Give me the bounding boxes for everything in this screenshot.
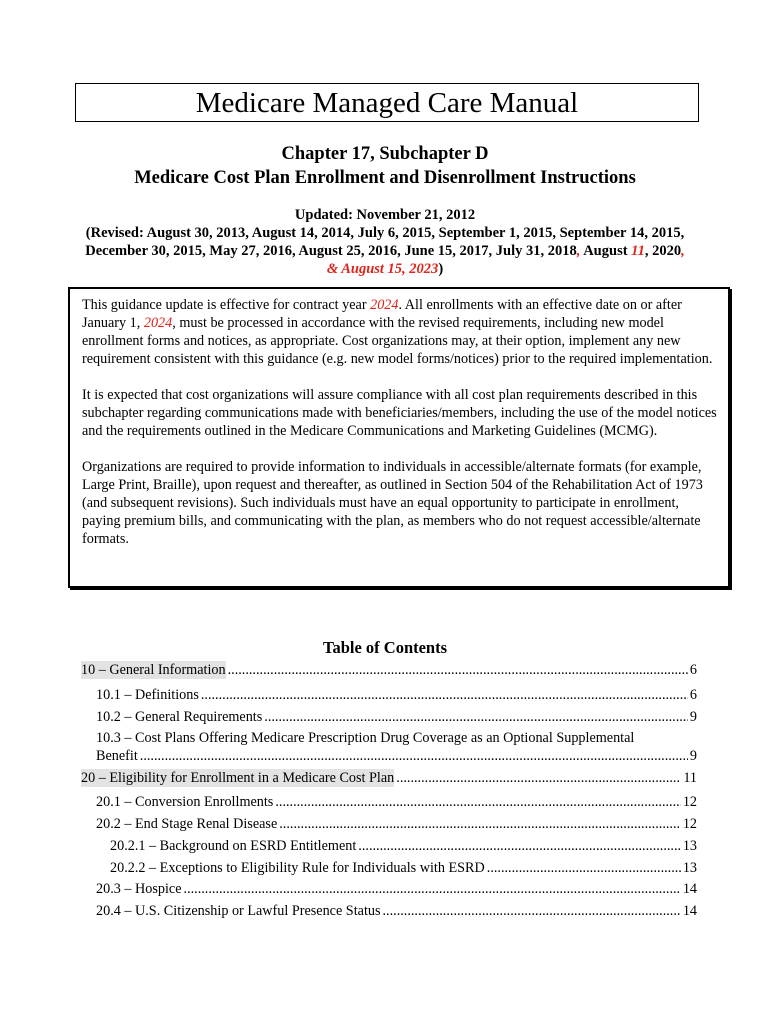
manual-title: Medicare Managed Care Manual bbox=[75, 83, 699, 122]
toc-entry-page: 13 bbox=[682, 860, 697, 876]
chapter-heading: Chapter 17, Subchapter D bbox=[281, 144, 489, 164]
toc-leader-dots bbox=[140, 747, 688, 765]
notice-p1-text-b: . All enrollments with an effective date on or after January 1, bbox=[82, 297, 682, 331]
toc-entry-label: 20.2 – End Stage Renal Disease bbox=[96, 816, 278, 832]
notice-p1-text-a: This guidance update is effective for contract year bbox=[82, 297, 371, 313]
toc-entry-10-2[interactable] bbox=[96, 708, 697, 726]
chapter-subtitle: Medicare Cost Plan Enrollment and Disenrollment Instructions bbox=[134, 168, 636, 188]
toc-entry-page: 11 bbox=[683, 770, 697, 786]
toc-entry-10-3-line1[interactable]: 10.3 – Cost Plans Offering Medicare Prescription Drug Coverage as an Optional Supplemental bbox=[96, 730, 635, 746]
toc-leader-dots bbox=[275, 793, 680, 811]
toc-entry-page: 14 bbox=[682, 881, 697, 897]
revision-august: August bbox=[580, 243, 632, 259]
revision-dates: (Revised: August 30, 2013, August 14, 2014, July 6, 2015, September 1, 2015, September 14, 2015, December 30, 2015, May 27, 2016, August 25, 2016, June 15, 2017, July 31, 2018 bbox=[85, 225, 685, 259]
toc-entry-page: 9 bbox=[689, 709, 697, 725]
toc-leader-dots bbox=[358, 837, 681, 855]
notice-p1-text-c: , must be processed in accordance with the revised requirements, including new model enrollment forms and notices, as appropriate. Cost organizations may, at their option, implement any new requirement consistent with this guidance (e.g. new model forms/notices) prior to the required implementation. bbox=[82, 315, 713, 367]
notice-paragraph-1 bbox=[82, 296, 718, 368]
toc-entry-page: 12 bbox=[682, 794, 697, 810]
revision-year-2020: , 2020 bbox=[644, 243, 682, 259]
toc-leader-dots bbox=[487, 859, 681, 877]
toc-entry-label: 10.1 – Definitions bbox=[96, 687, 199, 703]
notice-paragraph-2: It is expected that cost organizations will assure compliance with all cost plan requirements described in this subchapter regarding communications made with beneficiaries/members, including the use of the model notices and the requirements outlined in the Medicare Communications and Marketing Guidelines (MCMG). bbox=[82, 387, 717, 439]
toc-leader-dots bbox=[396, 769, 681, 787]
revision-red-comma-2: , bbox=[681, 243, 685, 259]
toc-entry-page: 6 bbox=[689, 662, 697, 678]
notice-paragraph-3: Organizations are required to provide information to individuals in accessible/alternate formats (for example, Large Print, Braille), upon request and thereafter, as outlined in Section 504 of the Rehabilitation Act of 1973 (and subsequent revisions). Such individuals must have an equal opportunity to participate in enrollment, paying premium bills, and communicating with the plan, as members who do not request accessible/alternate formats. bbox=[82, 459, 703, 547]
revision-history bbox=[60, 224, 710, 278]
toc-entry-label: 20.3 – Hospice bbox=[96, 881, 182, 897]
toc-entry-label: Benefit bbox=[96, 748, 138, 764]
notice-year-1: 2024 bbox=[370, 297, 399, 313]
toc-entry-label: 20.1 – Conversion Enrollments bbox=[96, 794, 274, 810]
revision-red-comma: , bbox=[576, 243, 581, 259]
toc-entry-label: 20.4 – U.S. Citizenship or Lawful Presence Status bbox=[96, 903, 381, 919]
toc-entry-label: 20.2.1 – Background on ESRD Entitlement bbox=[110, 838, 357, 854]
toc-entry-page: 9 bbox=[689, 748, 697, 764]
toc-leader-dots bbox=[383, 902, 681, 920]
toc-entry-page: 13 bbox=[682, 838, 697, 854]
toc-entry-20[interactable] bbox=[81, 769, 697, 787]
toc-entry-label: 10 – General Information bbox=[81, 662, 226, 678]
toc-entry-label: 20 – Eligibility for Enrollment in a Medicare Cost Plan bbox=[81, 770, 395, 786]
toc-leader-dots bbox=[264, 708, 688, 726]
toc-entry-page: 12 bbox=[682, 816, 697, 832]
toc-entry-20-2-2[interactable] bbox=[110, 859, 697, 877]
toc-entry-20-3[interactable] bbox=[96, 880, 697, 898]
toc-entry-20-1[interactable] bbox=[96, 793, 697, 811]
toc-entry-20-2-1[interactable] bbox=[110, 837, 697, 855]
toc-title: Table of Contents bbox=[322, 638, 448, 657]
toc-entry-10[interactable] bbox=[81, 661, 697, 679]
toc-leader-dots bbox=[201, 686, 688, 704]
toc-entry-20-2[interactable] bbox=[96, 815, 697, 833]
toc-leader-dots bbox=[228, 661, 688, 679]
toc-entry-10-1[interactable] bbox=[96, 686, 697, 704]
toc-entry-page: 6 bbox=[689, 687, 697, 703]
toc-entry-10-3[interactable] bbox=[96, 747, 697, 765]
notice-year-2: 2024 bbox=[143, 315, 173, 331]
guidance-notice-box bbox=[68, 287, 730, 588]
revision-close-paren: ) bbox=[438, 261, 444, 277]
toc-entry-page: 14 bbox=[682, 903, 697, 919]
revision-latest: & August 15, 2023 bbox=[326, 261, 439, 277]
revision-red-day: 11 bbox=[631, 243, 645, 259]
toc-entry-label: 20.2.2 – Exceptions to Eligibility Rule for Individuals with ESRD bbox=[110, 860, 485, 876]
updated-date: Updated: November 21, 2012 bbox=[294, 207, 476, 223]
toc-leader-dots bbox=[184, 880, 681, 898]
toc-leader-dots bbox=[279, 815, 681, 833]
toc-entry-20-4[interactable] bbox=[96, 902, 697, 920]
toc-entry-label: 10.2 – General Requirements bbox=[96, 709, 263, 725]
